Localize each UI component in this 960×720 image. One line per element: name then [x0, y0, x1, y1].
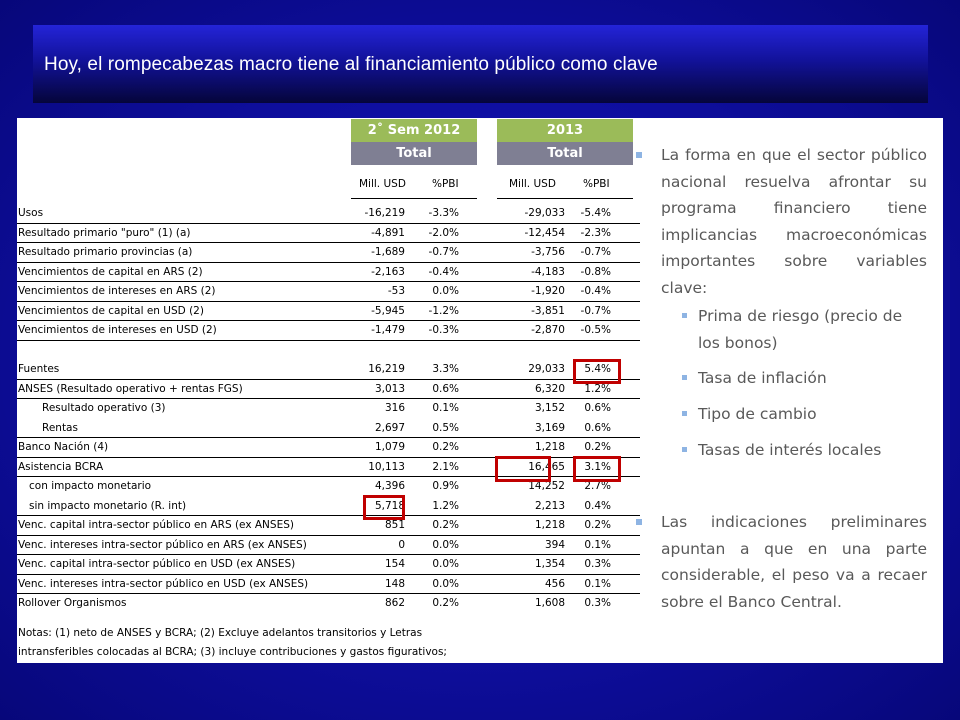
cell: 16,219 [368, 363, 405, 375]
cell: -0.4% [580, 285, 611, 297]
cell: 148 [384, 577, 405, 590]
cell: 3.3% [432, 363, 459, 375]
table-row [17, 243, 640, 263]
table-row [17, 555, 640, 575]
row-label: sin impacto monetario (R. int) [29, 499, 187, 512]
sub-bullet-text: Tasas de interés locales [698, 441, 882, 459]
bullet-square-icon [682, 313, 687, 318]
table-row [17, 536, 640, 556]
cell: -53 [387, 285, 405, 297]
bullet-square-icon [682, 411, 687, 416]
table-row [17, 321, 640, 341]
cell: 0.6% [584, 421, 611, 434]
row-label: Venc. intereses intra-sector público en USD (ex ANSES) [18, 577, 309, 590]
cell: 6,320 [534, 382, 565, 395]
cell: -5,945 [371, 304, 405, 317]
table-row [17, 438, 640, 458]
table-row [17, 516, 640, 536]
cell: 0.0% [432, 577, 459, 590]
col-pbi-2: %PBI [583, 178, 610, 190]
cell: -3.3% [428, 207, 459, 219]
row-label: Banco Nación (4) [18, 441, 109, 453]
row-label: Vencimientos de capital en USD (2) [18, 304, 204, 317]
row-label: Rollover Organismos [18, 597, 127, 609]
cell: 3.1% [584, 460, 611, 473]
cell: 5,718 [374, 499, 405, 512]
cell: 0.2% [584, 519, 611, 531]
cell: 14,252 [528, 480, 565, 492]
cell: 316 [384, 402, 405, 414]
bullet-square-icon [682, 375, 687, 380]
cell: 1,079 [374, 441, 405, 453]
row-label: Venc. intereses intra-sector público en ARS (ex ANSES) [18, 538, 307, 551]
cell: 2,697 [374, 421, 405, 434]
cell: -0.7% [428, 246, 459, 258]
cell: 2.1% [432, 460, 459, 473]
cell: 0 [398, 538, 405, 551]
row-label: ANSES (Resultado operativo + rentas FGS) [18, 382, 243, 395]
cell: 2,213 [534, 499, 565, 512]
cell: -0.7% [580, 246, 611, 258]
table-row [17, 497, 640, 517]
sub-bullet-text: Prima de riesgo (precio de los bonos) [698, 307, 903, 352]
cell: 0.2% [432, 597, 459, 609]
cell: 3,169 [534, 421, 565, 434]
cell: 3,152 [534, 402, 565, 414]
cell: -2.0% [428, 226, 459, 239]
cell: 3,013 [374, 382, 405, 395]
cell: 0.6% [432, 382, 459, 395]
bullet-item [634, 509, 927, 615]
table-row [17, 360, 640, 380]
cell: -1.2% [428, 304, 459, 317]
slide-content [17, 118, 943, 663]
cell: 1,218 [534, 519, 565, 531]
bullet-square-icon [636, 152, 642, 158]
cell: 0.3% [584, 558, 611, 570]
row-label: Venc. capital intra-sector público en ARS (ex ANSES) [18, 519, 294, 531]
cell: 1,608 [534, 597, 565, 609]
cell: 0.4% [584, 499, 611, 512]
cell: -2,163 [371, 265, 405, 278]
cell: 5.4% [584, 363, 611, 375]
cell: 2.7% [584, 480, 611, 492]
cell: -29,033 [524, 207, 565, 219]
highlight-box-fuentes-pbi [573, 359, 621, 384]
period2-header: 2013 [497, 119, 633, 142]
table-row [17, 282, 640, 302]
bullet-text: Las indicaciones preliminares apuntan a que en una parte considerable, el peso va a recaer sobre el Banco Central. [661, 513, 927, 611]
notes-line-1: Notas: (1) neto de ANSES y BCRA; (2) Excluye adelantos transitorios y Letras [18, 627, 423, 639]
row-label: Asistencia BCRA [18, 460, 104, 473]
row-label: Fuentes [18, 363, 60, 375]
cell: 862 [384, 597, 405, 609]
table-row [17, 380, 640, 400]
sub-bullet-text: Tipo de cambio [698, 405, 817, 423]
financing-table [17, 118, 640, 663]
slide-title: Hoy, el rompecabezas macro tiene al financiamiento público como clave [44, 54, 658, 75]
total2-header: Total [497, 142, 633, 165]
cell: 1,218 [534, 441, 565, 453]
cell: 16,465 [528, 460, 565, 473]
cell: -2.3% [580, 226, 611, 239]
col-pbi-1: %PBI [432, 178, 459, 190]
table-row [17, 302, 640, 322]
cell: -1,479 [371, 324, 405, 336]
table-row [17, 204, 640, 224]
bullet-text: La forma en que el sector público nacional resuelva afrontar su programa financiero tiene implicancias macroeconómicas importantes sobre variables clave: [661, 146, 927, 297]
cell: 10,113 [368, 460, 405, 473]
cell: 4,396 [374, 480, 405, 492]
cell: 0.3% [584, 597, 611, 609]
col-mill-1: Mill. USD [359, 178, 406, 190]
highlight-box-bcra-pbi [573, 456, 621, 482]
cell: 0.0% [432, 285, 459, 297]
row-label: Usos [18, 207, 44, 219]
row-label: Vencimientos de capital en ARS (2) [18, 265, 203, 278]
cell: 1,354 [534, 558, 565, 570]
cell: -3,756 [531, 246, 565, 258]
table-row [17, 399, 640, 419]
highlight-box-bcra-mill [495, 456, 551, 482]
cell: 29,033 [528, 363, 565, 375]
total1-header: Total [351, 142, 477, 165]
cell: 456 [544, 577, 565, 590]
cell: -0.8% [580, 265, 611, 278]
cell: -5.4% [580, 207, 611, 219]
row-label: Resultado primario "puro" (1) (a) [18, 226, 191, 239]
table-row [17, 224, 640, 244]
cell: -4,183 [531, 265, 565, 278]
cell: 0.1% [432, 402, 459, 414]
col-mill-2: Mill. USD [509, 178, 556, 190]
table-row [17, 263, 640, 283]
cell: -4,891 [371, 226, 405, 239]
notes-line-2: intransferibles colocadas al BCRA; (3) incluye contribuciones y gastos figurativos; [18, 646, 447, 658]
table-row [17, 419, 640, 439]
cell: -0.7% [580, 304, 611, 317]
table-notes [18, 624, 638, 662]
cell: -3,851 [531, 304, 565, 317]
cell: 0.1% [584, 577, 611, 590]
cell: 1.2% [584, 382, 611, 395]
row-label: Vencimientos de intereses en USD (2) [18, 324, 217, 336]
cell: -2,870 [531, 324, 565, 336]
sub-bullet-text: Tasa de inflación [698, 369, 827, 387]
cell: -0.3% [428, 324, 459, 336]
cell: 0.9% [432, 480, 459, 492]
table-row [17, 594, 640, 614]
bullet-item [634, 142, 927, 301]
bullet-square-icon [636, 519, 642, 525]
cell: -1,689 [371, 246, 405, 258]
cell: 0.2% [432, 519, 459, 531]
row-label: con impacto monetario [29, 480, 152, 492]
cell: 0.2% [432, 441, 459, 453]
cell: 851 [384, 519, 405, 531]
cell: 0.2% [584, 441, 611, 453]
row-label: Venc. capital intra-sector público en USD (ex ANSES) [18, 558, 296, 570]
highlight-box-sin-impacto [363, 495, 405, 520]
table-row [17, 575, 640, 595]
bullet-square-icon [682, 447, 687, 452]
row-label: Resultado primario provincias (a) [18, 246, 193, 258]
cell: 1.2% [432, 499, 459, 512]
cell: 0.0% [432, 558, 459, 570]
cell: -0.5% [580, 324, 611, 336]
cell: -0.4% [428, 265, 459, 278]
cell: 0.1% [584, 538, 611, 551]
col-header-underline-1 [351, 198, 477, 199]
cell: 394 [544, 538, 565, 551]
cell: -1,920 [531, 285, 565, 297]
col-header-underline-2 [497, 198, 633, 199]
cell: -16,219 [364, 207, 405, 219]
cell: 154 [384, 558, 405, 570]
row-label: Resultado operativo (3) [42, 402, 166, 414]
row-label: Vencimientos de intereses en ARS (2) [18, 285, 216, 297]
row-divider [17, 340, 640, 341]
cell: 0.6% [584, 402, 611, 414]
cell: 0.0% [432, 538, 459, 551]
title-bar [33, 25, 928, 103]
cell: -12,454 [524, 226, 565, 239]
cell: 0.5% [432, 421, 459, 434]
period1-header: 2˚ Sem 2012 [351, 119, 477, 142]
row-label: Rentas [42, 421, 78, 434]
